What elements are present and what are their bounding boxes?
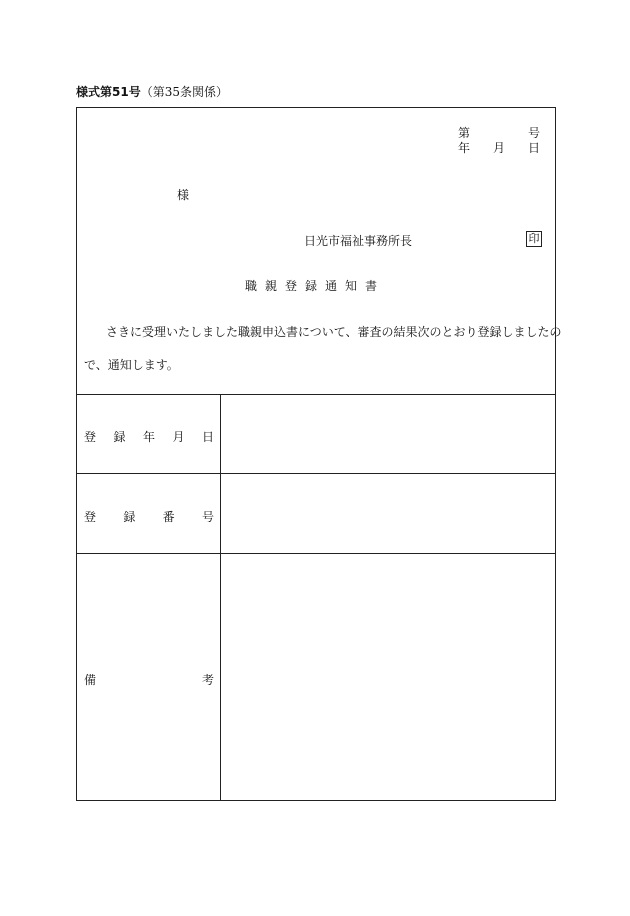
label-char: 登 — [84, 510, 97, 524]
number-dai-label: 第 — [458, 126, 471, 140]
form-heading — [76, 83, 228, 100]
body-text-line1: さきに受理いたしました職親申込書について、審査の結果次のとおり登録しましたの — [106, 325, 562, 339]
label-char: 備 — [84, 673, 97, 687]
seal-mark: 印 — [526, 231, 542, 247]
year-label: 年 — [458, 141, 471, 155]
sender-name: 日光市福祉事務所長 — [304, 234, 413, 248]
label-char: 月 — [172, 430, 185, 444]
column-divider — [220, 394, 221, 800]
label-char: 番 — [162, 510, 175, 524]
label-char: 号 — [201, 510, 214, 524]
body-text-line2: で、通知します。 — [84, 358, 179, 372]
number-go-label: 号 — [527, 126, 540, 140]
label-char: 登 — [84, 430, 97, 444]
remarks-label — [84, 671, 214, 688]
label-char: 年 — [142, 430, 155, 444]
day-label: 日 — [527, 141, 540, 155]
label-char: 考 — [201, 673, 214, 687]
table-top-border — [77, 394, 555, 395]
registration-date-label — [84, 428, 214, 445]
document-title: 職親登録通知書 — [245, 279, 386, 293]
label-char: 録 — [113, 430, 126, 444]
month-label: 月 — [492, 141, 505, 155]
label-char: 日 — [201, 430, 214, 444]
form-reference: （第35条関係） — [140, 85, 228, 99]
notice-form — [76, 107, 562, 801]
addressee-suffix: 様 — [177, 188, 190, 202]
date-line — [458, 139, 540, 156]
form-number: 様式第51号 — [76, 85, 141, 99]
row-divider — [77, 473, 555, 474]
registration-number-label — [84, 508, 214, 525]
label-char: 録 — [123, 510, 136, 524]
row-divider — [77, 553, 555, 554]
